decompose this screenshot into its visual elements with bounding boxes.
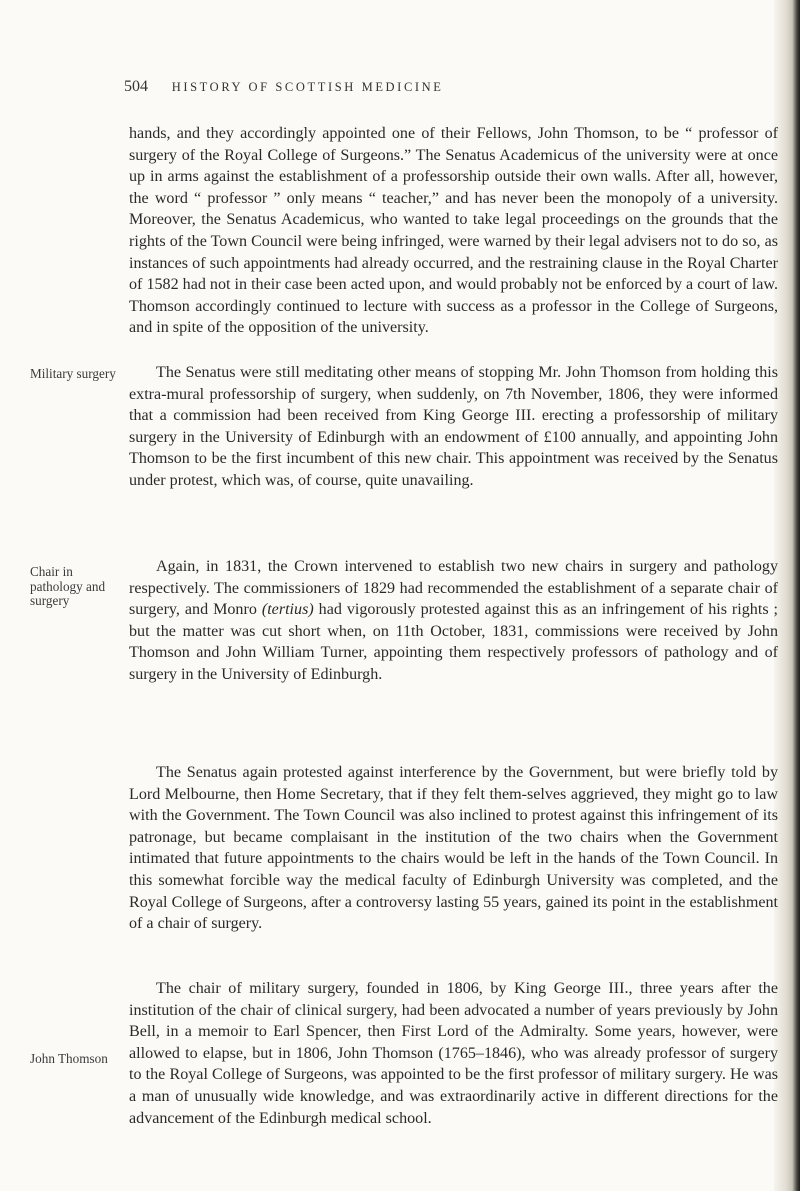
paragraph-3	[129, 556, 778, 686]
paragraph-1: hands, and they accordingly appointed one of their Fellows, John Thomson, to be “ professor of surgery of the Royal College of Surgeons.” The Senatus Academicus of the university were at once up in arms against the establishment of a professorship outside their own walls. After all, however, the word “ professor ” only means “ teacher,” and has never been the monopoly of a university. Moreover, the Senatus Academicus, who wanted to take legal proceedings on the grounds that the rights of the Town Council were being infringed, were warned by their legal advisers not to do so, as instances of such appointments had already occurred, and the restraining clause in the Royal Charter of 1582 had not in their case been acted upon, and would probably not be enforced by a court of law. Thomson accordingly continued to lecture with success as a professor in the College of Surgeons, and in spite of the opposition of the university.	[129, 125, 778, 337]
paragraph-3-emphasis: (tertius)	[261, 601, 314, 619]
margin-note-military-surgery: Military surgery	[30, 366, 116, 381]
running-head	[124, 78, 774, 96]
paragraph-2: The Senatus were still meditating other means of stopping Mr. John Thomson from holding this extra-mural professorship of surgery, when suddenly, on 7th November, 1806, they were informed that a commission had been received from King George III. erecting a professorship of military surgery in the University of Edinburgh with an endowment of £100 annually, and appointing John Thomson to be the first incumbent of this new chair. This appointment was received by the Senatus under protest, which was, of course, quite unavailing.	[129, 364, 778, 489]
paragraph-4: The Senatus again protested against interference by the Government, but were briefly told by Lord Melbourne, then Home Secretary, that if they felt them-selves aggrieved, they might go to law with the Government. The Town Council was also inclined to protest against this infringement of its patronage, but became complaisant in the institution of the two chairs when the Government intimated that future appointments to the chairs would be left in the hands of the Town Council. In this somewhat forcible way the medical faculty of Edinburgh University was completed, and the Royal College of Surgeons, after a controversy lasting 55 years, gained its point in the establishment of a chair of surgery.	[129, 764, 778, 933]
margin-note-john-thomson: John Thomson	[30, 1051, 108, 1066]
running-title: HISTORY OF SCOTTISH MEDICINE	[171, 80, 444, 94]
margin-note-chair-pathology-surgery: Chair in pathology and surgery	[30, 564, 106, 608]
paragraph-3-text-a: Again, in 1831, the Crown intervened to establish two new chairs in surgery and pathology respectively. The commissioners of 1829 had recommended the establishment of a separate chair of surgery, and Monro	[129, 558, 778, 619]
paragraph-5: The chair of military surgery, founded in 1806, by King George III., three years after the institution of the chair of clinical surgery, had been advocated a number of years previously by John Bell, in a memoir to Earl Spencer, then First Lord of the Admiralty. Some years, however, were allowed to elapse, but in 1806, John Thomson (1765–1846), who was already professor of surgery to the Royal College of Surgeons, was appointed to be the first professor of military surgery. He was a man of unusually wide knowledge, and was extraordinarily active in different directions for the advancement of the Edinburgh medical school.	[129, 980, 778, 1127]
page-number: 504	[124, 78, 148, 95]
paragraph-3-text-b: had vigorously protested against this as an infringement of his rights ; but the matter was cut short when, on 11th October, 1831, commissions were received by John Thomson and John William Turner, appointing them respectively professors of pathology and of surgery in the University of Edinburgh.	[129, 601, 778, 683]
